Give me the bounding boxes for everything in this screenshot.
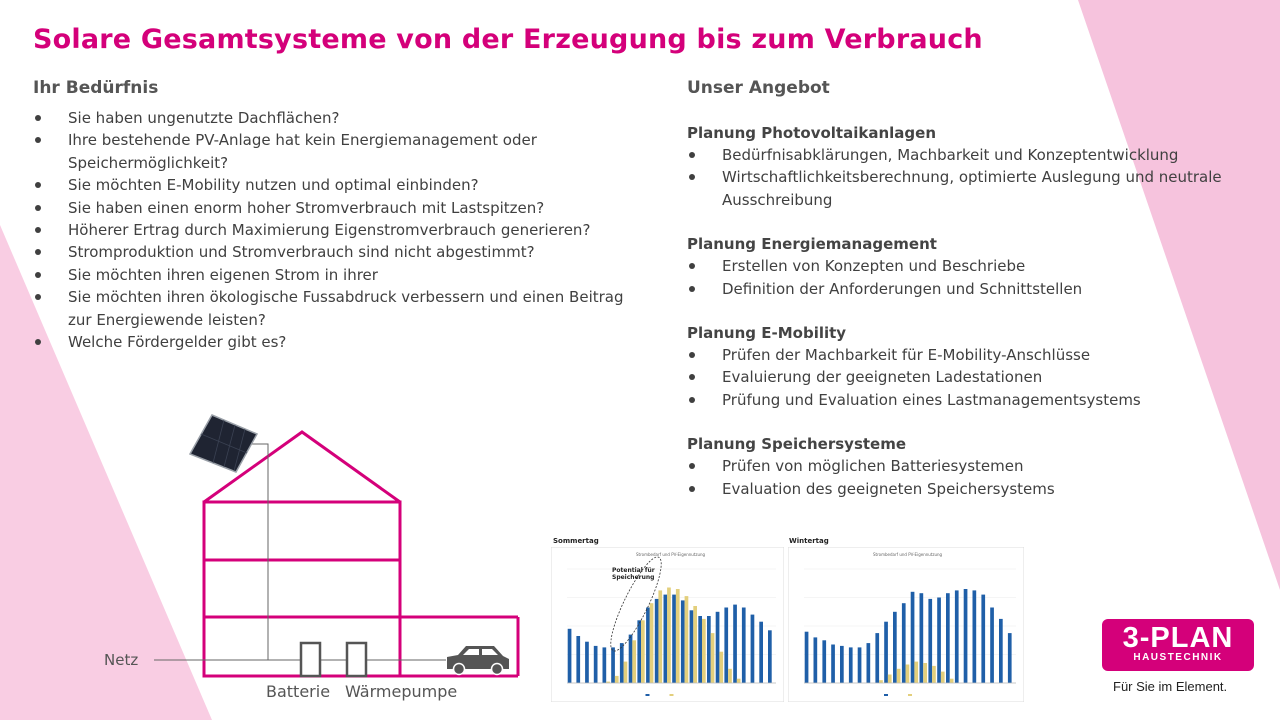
demand-bar (568, 629, 572, 683)
demand-bar (999, 619, 1003, 683)
pv-bar (667, 588, 671, 684)
offer-list-item: Definition der Anforderungen und Schnittstellen (687, 278, 1247, 300)
batterie-label: Batterie (266, 682, 331, 701)
offer-heading: Unser Angebot (687, 78, 830, 98)
demand-bar (875, 633, 879, 683)
needs-list-item: Sie möchten E-Mobility nutzen und optimal einbinden? (33, 174, 633, 196)
pv-bar (906, 665, 910, 684)
needs-list-item: Höherer Ertrag durch Maximierung Eigenstromverbrauch generieren? (33, 219, 633, 241)
pv-bar (702, 619, 706, 683)
demand-bar (576, 636, 580, 683)
pv-bar (950, 679, 954, 683)
demand-bar (646, 608, 650, 684)
demand-bar (822, 640, 826, 683)
offer-list-item: Evaluierung der geeigneten Ladestationen (687, 366, 1247, 388)
house-icon (204, 432, 518, 676)
logo-main-text: 3-PLAN (1122, 622, 1234, 654)
company-logo (1102, 619, 1254, 671)
pv-bar (737, 679, 741, 683)
demand-bar (920, 593, 924, 683)
chart-legend-swatch (670, 694, 674, 696)
demand-bar (751, 615, 755, 683)
pv-bar (888, 675, 892, 684)
demand-bar (831, 645, 835, 684)
logo-tagline: Für Sie im Element. (1113, 679, 1228, 694)
pv-bar (685, 596, 689, 683)
slide-title: Solare Gesamtsysteme von der Erzeugung bis zum Verbrauch (33, 24, 983, 55)
offer-section (687, 78, 1247, 522)
summer-chart (551, 547, 784, 702)
offer-list-item: Prüfung und Evaluation eines Lastmanagementsystems (687, 389, 1247, 411)
demand-bar (733, 605, 737, 683)
demand-bar (990, 608, 994, 684)
demand-bar (742, 608, 746, 684)
offer-group-list (687, 344, 1247, 411)
pv-bar (615, 676, 619, 683)
demand-bar (603, 647, 607, 683)
demand-bar (672, 595, 676, 683)
pv-bar (693, 606, 697, 683)
winter-chart (788, 547, 1024, 702)
pv-bar (632, 640, 636, 683)
waermepumpe-label: Wärmepumpe (345, 682, 458, 701)
demand-bar (814, 637, 818, 683)
pv-bar (728, 669, 732, 683)
demand-bar (690, 610, 694, 683)
offer-group-title: Planung Photovoltaikanlagen (687, 124, 936, 142)
summer-chart-caption: Sommertag (553, 537, 599, 545)
offer-list-item: Erstellen von Konzepten und Beschriebe (687, 255, 1247, 277)
offer-group-title: Planung Speichersysteme (687, 435, 907, 454)
pv-bar (897, 669, 901, 683)
demand-bar (716, 612, 720, 683)
pv-bar (941, 672, 945, 683)
offer-list-item: Prüfen von möglichen Batteriesystemen (687, 455, 1247, 477)
demand-bar (981, 595, 985, 683)
demand-bar (707, 616, 711, 683)
demand-bar (884, 622, 888, 683)
offer-group (687, 433, 1247, 500)
offer-list-item: Prüfen der Machbarkeit für E-Mobility-Anschlüsse (687, 344, 1247, 366)
demand-bar (594, 646, 598, 683)
offer-groups (687, 122, 1247, 500)
offer-group-title: Planung E-Mobility (687, 324, 847, 343)
needs-list-item: Sie möchten ihren eigenen Strom in ihrer (33, 264, 633, 286)
demand-bar (867, 643, 871, 683)
winter-chart-title: Strombedarf und PV-Eigennutzung (873, 552, 943, 557)
demand-bar (911, 592, 915, 683)
winter-chart-caption: Wintertag (789, 537, 829, 545)
needs-list-item: Stromproduktion und Stromverbrauch sind nicht abgestimmt? (33, 241, 633, 263)
demand-bar (849, 647, 853, 683)
pv-bar (650, 603, 654, 683)
heat-pump-icon (347, 643, 366, 676)
offer-group-list (687, 144, 1247, 211)
battery-icon (301, 643, 320, 676)
demand-bar (928, 599, 932, 683)
demand-bar (681, 600, 685, 683)
chart-legend-swatch (908, 694, 912, 696)
demand-bar (768, 630, 772, 683)
demand-bar (946, 593, 950, 683)
pv-bar (641, 620, 645, 683)
demand-bar (620, 643, 624, 683)
offer-list-item: Wirtschaftlichkeitsberechnung, optimierte Auslegung und neutrale Ausschreibung (687, 166, 1247, 211)
demand-bar (698, 616, 702, 683)
storage-potential-callout: Potential für Speicherung (612, 567, 655, 581)
demand-bar (805, 632, 809, 683)
offer-group (687, 322, 1247, 411)
needs-list-item: Ihre bestehende PV-Anlage hat kein Energiemanagement oder Speichermöglichkeit? (33, 129, 633, 174)
offer-list-item: Evaluation des geeigneten Speichersystems (687, 478, 1247, 500)
offer-group-list (687, 455, 1247, 500)
offer-group (687, 122, 1247, 211)
needs-list-item: Welche Fördergelder gibt es? (33, 331, 633, 353)
demand-bar (637, 620, 641, 683)
solar-panel-icon (190, 415, 257, 472)
pv-bar (711, 633, 715, 683)
house-diagram (0, 0, 560, 720)
demand-bar (902, 603, 906, 683)
demand-bar (840, 646, 844, 683)
demand-bar (964, 589, 968, 683)
demand-bar (611, 647, 615, 683)
car-icon (447, 646, 509, 675)
needs-list-item: Sie möchten ihren ökologische Fussabdruck verbessern und einen Beitrag zur Energiewende leisten? (33, 286, 633, 331)
needs-list-item: Sie haben ungenutzte Dachflächen? (33, 107, 633, 129)
connection-lines (154, 444, 446, 660)
offer-group-list (687, 255, 1247, 300)
demand-bar (664, 595, 668, 683)
demand-bar (955, 590, 959, 683)
pv-bar (932, 666, 936, 683)
pv-bar (914, 662, 918, 683)
demand-bar (585, 642, 589, 683)
logo-sub-text: HAUSTECHNIK (1133, 652, 1223, 663)
offer-group (687, 233, 1247, 300)
pv-bar (719, 652, 723, 683)
demand-bar (724, 608, 728, 684)
pv-bar (676, 589, 680, 683)
demand-bar (655, 599, 659, 683)
needs-heading: Ihr Bedürfnis (33, 78, 159, 98)
summer-chart-title: Strombedarf und PV-Eigennutzung (636, 552, 706, 557)
netz-label: Netz (104, 651, 139, 669)
offer-list-item: Bedürfnisabklärungen, Machbarkeit und Konzeptentwicklung (687, 144, 1247, 166)
chart-legend-swatch (646, 694, 650, 696)
demand-bar (759, 622, 763, 683)
demand-bar (937, 598, 941, 684)
demand-bar (973, 590, 977, 683)
offer-group-title: Planung Energiemanagement (687, 235, 937, 254)
pv-bar (658, 590, 662, 683)
pv-bar (624, 662, 628, 683)
demand-bar (629, 635, 633, 683)
chart-legend-swatch (884, 694, 888, 696)
pv-bar (923, 663, 927, 683)
demand-bar (1008, 633, 1012, 683)
needs-list-item: Sie haben einen enorm hoher Stromverbrauch mit Lastspitzen? (33, 197, 633, 219)
demand-bar (893, 612, 897, 683)
demand-bar (858, 647, 862, 683)
